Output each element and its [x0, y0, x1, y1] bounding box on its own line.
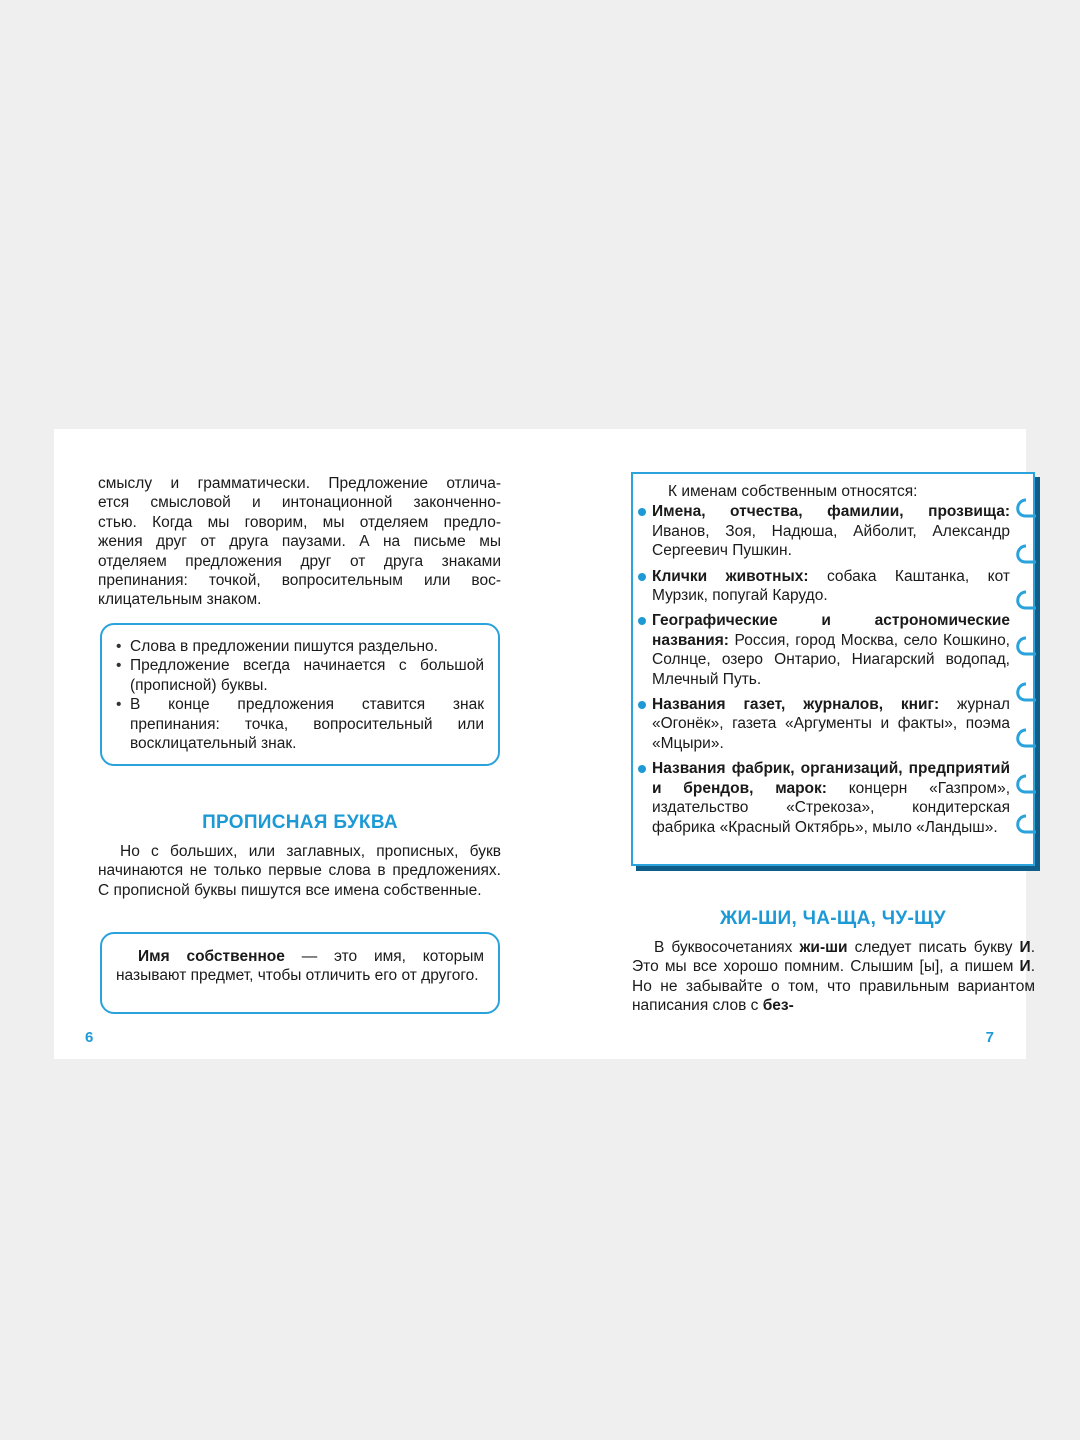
spiral-ring-icon	[1012, 543, 1038, 565]
left-page	[54, 429, 540, 1059]
section-paragraph: Но с больших, или заглавных, прописных, букв начинаются не только первые слова в предложениях. С прописной буквы пишутся все имена собственные.	[98, 843, 501, 899]
text-run: . Но не забывайте о том, что правильным вариантом написания слов с	[632, 958, 1035, 1015]
card-intro: К именам собственным относятся:	[668, 483, 918, 500]
bold-run: жи-ши	[799, 939, 848, 956]
intro-line: отделяем предложения друг от друга знаками	[98, 552, 501, 570]
bullet-icon	[638, 508, 646, 516]
text-run: . Это мы все хорошо помним. Слышим [ы], а пишем	[632, 939, 1035, 976]
section-paragraph	[632, 938, 1035, 1016]
definition-text	[116, 947, 484, 986]
rule-item: • В конце предложения ставится знак препинания: точка, вопросительный или восклицательный знак.	[116, 695, 484, 753]
bullet-icon	[638, 573, 646, 581]
item-examples: Россия, город Москва, село Кошкино, Солнце, озеро Онтарио, Ниагарский водопад, Млечный Путь.	[652, 631, 1010, 688]
intro-line: клицательным знаком.	[98, 591, 262, 609]
proper-names-list	[638, 502, 1010, 837]
list-item	[638, 567, 1010, 606]
intro-line: стью. Когда мы говорим, мы отделяем предло-	[98, 513, 501, 531]
bullet-icon	[638, 701, 646, 709]
list-item	[638, 502, 1010, 560]
text-run: следует писать букву	[847, 939, 1020, 956]
item-category: Клички животных:	[652, 567, 809, 585]
spiral-ring-icon	[1012, 497, 1038, 519]
bold-run: И	[1019, 939, 1031, 956]
spiral-ring-icon	[1012, 773, 1038, 795]
page-number: 6	[85, 1029, 94, 1046]
definition-term: Имя собственное	[138, 948, 285, 965]
bullet-icon	[638, 617, 646, 625]
right-page	[540, 429, 1035, 1059]
spiral-ring-icon	[1012, 681, 1038, 703]
item-examples: Иванов, Зоя, Надюша, Айболит, Александр Сергеевич Пушкин.	[652, 522, 1010, 560]
section-heading: ЖИ-ШИ, ЧА-ЩА, ЧУ-ЩУ	[720, 908, 946, 929]
intro-line: ется смысловой и интонационной законченно-	[98, 494, 501, 512]
item-examples: журнал «Огонёк», газета «Аргументы и факты», поэма «Мцыри».	[652, 696, 1010, 752]
list-item	[638, 759, 1010, 837]
bold-run: без-	[762, 997, 794, 1015]
item-category: Названия фабрик, организаций, предприятий и брендов, марок:	[652, 760, 1010, 797]
rules-list	[116, 637, 484, 753]
rules-box	[100, 623, 500, 766]
item-category: Географические и астрономические названия:	[652, 612, 1010, 649]
item-examples: концерн «Газпром», издательство «Стрекоза», кондитерская фабрика «Красный Октябрь», мыло «Ландыш».	[652, 779, 1010, 836]
spiral-ring-icon	[1012, 589, 1038, 611]
item-examples: собака Каштанка, кот Мурзик, попугай Карудо.	[652, 567, 1010, 605]
item-category: Названия газет, журналов, книг:	[652, 696, 940, 714]
intro-paragraph	[98, 474, 501, 610]
bullet-icon	[638, 765, 646, 773]
definition-body: — это имя, которым называют предмет, чтобы отличить его от другого.	[116, 948, 484, 985]
intro-line: препинания: точкой, вопросительным или вос-	[98, 572, 501, 590]
intro-line: жения друг от друга паузами. А на письме мы	[98, 533, 501, 551]
rule-item: • Предложение всегда начинается с большой (прописной) буквы.	[116, 656, 484, 695]
text-run: В буквосочетаниях	[654, 939, 800, 956]
list-item	[638, 611, 1010, 689]
intro-line: смыслу и грамматически. Предложение отлича-	[98, 475, 501, 492]
spiral-ring-icon	[1012, 727, 1038, 749]
list-item	[638, 695, 1010, 753]
card-content	[638, 482, 1010, 843]
section-heading: ПРОПИСНАЯ БУКВА	[202, 812, 398, 833]
spiral-ring-icon	[1012, 813, 1038, 835]
spiral-ring-icon	[1012, 635, 1038, 657]
page-number: 7	[985, 1029, 994, 1046]
rule-item: • Слова в предложении пишутся раздельно.	[116, 637, 484, 656]
bold-run: И	[1019, 958, 1031, 976]
item-category: Имена, отчества, фамилии, прозвища:	[652, 503, 1010, 521]
definition-box	[100, 932, 500, 1014]
book-spread	[54, 429, 1035, 1059]
notebook-card	[631, 472, 1035, 866]
